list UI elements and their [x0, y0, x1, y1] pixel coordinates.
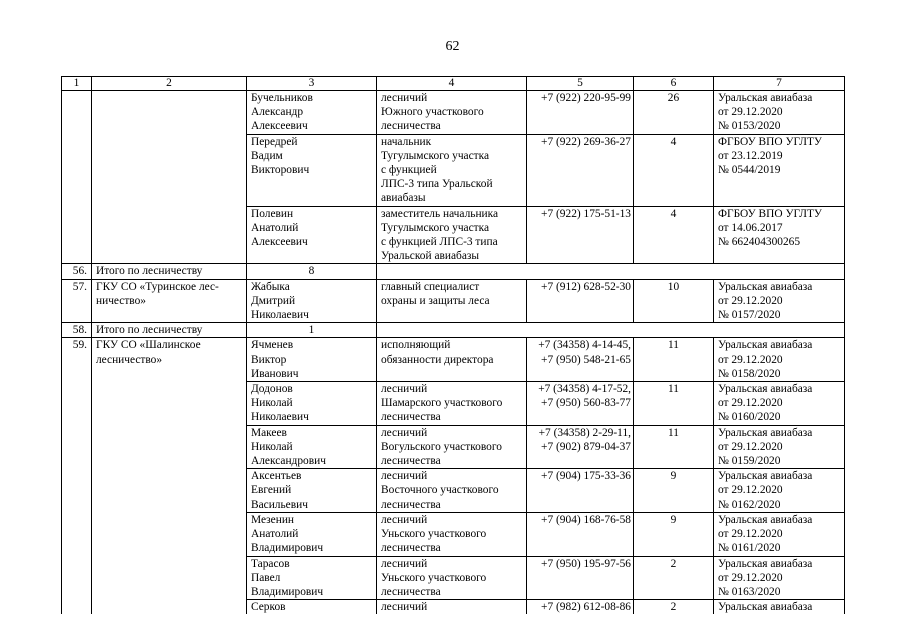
total-cell: 1 — [247, 323, 377, 338]
position-cell: лесничий — [377, 600, 527, 615]
empty-cell — [377, 264, 845, 279]
name-cell: Додонов Николай Николаевич — [247, 382, 377, 426]
table-row — [62, 206, 845, 264]
certificate-cell: Уральская авиабаза от 29.12.2020 № 0153/2020 — [714, 91, 845, 135]
organization-cell — [92, 469, 247, 513]
phone-cell: +7 (950) 195-97-56 — [527, 556, 634, 600]
certificate-cell: ФГБОУ ВПО УГЛТУ от 14.06.2017 № 662404300265 — [714, 206, 845, 264]
row-number-cell: 56. — [62, 264, 92, 279]
certificate-cell: Уральская авиабаза от 29.12.2020 № 0159/2020 — [714, 425, 845, 469]
experience-cell: 10 — [634, 279, 714, 323]
organization-cell — [92, 425, 247, 469]
name-cell: Ячменев Виктор Иванович — [247, 338, 377, 382]
organization-cell — [92, 556, 247, 600]
header-cell: 1 — [62, 77, 92, 91]
row-number-cell — [62, 206, 92, 264]
experience-cell: 2 — [634, 556, 714, 600]
row-number-cell — [62, 556, 92, 600]
experience-cell: 11 — [634, 425, 714, 469]
position-cell: лесничий Восточного участкового лесничества — [377, 469, 527, 513]
experience-cell: 11 — [634, 338, 714, 382]
certificate-cell: Уральская авиабаза от 29.12.2020 № 0162/2020 — [714, 469, 845, 513]
experience-cell: 4 — [634, 134, 714, 206]
phone-cell: +7 (34358) 2-29-11, +7 (902) 879-04-37 — [527, 425, 634, 469]
phone-cell: +7 (982) 612-08-86 — [527, 600, 634, 615]
table-row — [62, 323, 845, 338]
table-row — [62, 556, 845, 600]
name-cell: Тарасов Павел Владимирович — [247, 556, 377, 600]
table-row — [62, 279, 845, 323]
organization-cell: ГКУ СО «Шалинское лесничество» — [92, 338, 247, 382]
header-cell: 7 — [714, 77, 845, 91]
position-cell: лесничий Шамарского участкового лесничества — [377, 382, 527, 426]
header-row — [62, 77, 845, 91]
row-number-cell — [62, 469, 92, 513]
row-number-cell — [62, 382, 92, 426]
certificate-cell: Уральская авиабаза от 29.12.2020 № 0160/2020 — [714, 382, 845, 426]
organization-cell: Итого по лесничеству — [92, 264, 247, 279]
name-cell: Мезенин Анатолий Владимирович — [247, 512, 377, 556]
table-row — [62, 91, 845, 135]
phone-cell: +7 (922) 220-95-99 — [527, 91, 634, 135]
position-cell: лесничий Уньского участкового лесничества — [377, 512, 527, 556]
table-row — [62, 469, 845, 513]
phone-cell: +7 (34358) 4-17-52, +7 (950) 560-83-77 — [527, 382, 634, 426]
staff-table — [61, 76, 845, 614]
header-cell: 3 — [247, 77, 377, 91]
table-row — [62, 134, 845, 206]
empty-cell — [377, 323, 845, 338]
certificate-cell: Уральская авиабаза от 29.12.2020 № 0163/2020 — [714, 556, 845, 600]
position-cell: лесничий Южного участкового лесничества — [377, 91, 527, 135]
table-row — [62, 600, 845, 615]
certificate-cell: Уральская авиабаза от 29.12.2020 № 0158/2020 — [714, 338, 845, 382]
organization-cell — [92, 600, 247, 615]
row-number-cell — [62, 425, 92, 469]
phone-cell: +7 (904) 168-76-58 — [527, 512, 634, 556]
phone-cell: +7 (34358) 4-14-45, +7 (950) 548-21-65 — [527, 338, 634, 382]
name-cell: Передрей Вадим Викторович — [247, 134, 377, 206]
header-cell: 2 — [92, 77, 247, 91]
page-number: 62 — [445, 39, 460, 54]
name-cell: Серков — [247, 600, 377, 615]
experience-cell: 9 — [634, 512, 714, 556]
position-cell: лесничий Вогульского участкового лесничества — [377, 425, 527, 469]
name-cell: Бучельников Александр Алексеевич — [247, 91, 377, 135]
experience-cell: 26 — [634, 91, 714, 135]
experience-cell: 4 — [634, 206, 714, 264]
row-number-cell — [62, 600, 92, 615]
header-cell: 6 — [634, 77, 714, 91]
experience-cell: 11 — [634, 382, 714, 426]
experience-cell: 2 — [634, 600, 714, 615]
phone-cell: +7 (922) 269-36-27 — [527, 134, 634, 206]
table-row — [62, 512, 845, 556]
phone-cell: +7 (922) 175-51-13 — [527, 206, 634, 264]
organization-cell — [92, 91, 247, 135]
experience-cell: 9 — [634, 469, 714, 513]
name-cell: Полевин Анатолий Алексеевич — [247, 206, 377, 264]
row-number-cell: 57. — [62, 279, 92, 323]
row-number-cell — [62, 134, 92, 206]
position-cell: начальник Тугулымского участка с функцией ЛПС-3 типа Уральской авиабазы — [377, 134, 527, 206]
position-cell: заместитель начальника Тугулымского участка с функцией ЛПС-3 типа Уральской авиабазы — [377, 206, 527, 264]
row-number-cell — [62, 91, 92, 135]
organization-cell — [92, 382, 247, 426]
organization-cell — [92, 512, 247, 556]
organization-cell: ГКУ СО «Туринское лес- ничество» — [92, 279, 247, 323]
name-cell: Аксентьев Евгений Васильевич — [247, 469, 377, 513]
certificate-cell: Уральская авиабаза от 29.12.2020 № 0157/2020 — [714, 279, 845, 323]
certificate-cell: Уральская авиабаза — [714, 600, 845, 615]
position-cell: лесничий Уньского участкового лесничества — [377, 556, 527, 600]
organization-cell — [92, 134, 247, 206]
certificate-cell: ФГБОУ ВПО УГЛТУ от 23.12.2019 № 0544/2019 — [714, 134, 845, 206]
table-row — [62, 425, 845, 469]
position-cell: главный специалист охраны и защиты леса — [377, 279, 527, 323]
table-row — [62, 264, 845, 279]
certificate-cell: Уральская авиабаза от 29.12.2020 № 0161/2020 — [714, 512, 845, 556]
row-number-cell: 59. — [62, 338, 92, 382]
organization-cell: Итого по лесничеству — [92, 323, 247, 338]
table-row — [62, 382, 845, 426]
total-cell: 8 — [247, 264, 377, 279]
phone-cell: +7 (904) 175-33-36 — [527, 469, 634, 513]
phone-cell: +7 (912) 628-52-30 — [527, 279, 634, 323]
row-number-cell: 58. — [62, 323, 92, 338]
name-cell: Макеев Николай Александрович — [247, 425, 377, 469]
header-cell: 4 — [377, 77, 527, 91]
organization-cell — [92, 206, 247, 264]
table-row — [62, 338, 845, 382]
row-number-cell — [62, 512, 92, 556]
header-cell: 5 — [527, 77, 634, 91]
name-cell: Жабыка Дмитрий Николаевич — [247, 279, 377, 323]
position-cell: исполняющий обязанности директора — [377, 338, 527, 382]
